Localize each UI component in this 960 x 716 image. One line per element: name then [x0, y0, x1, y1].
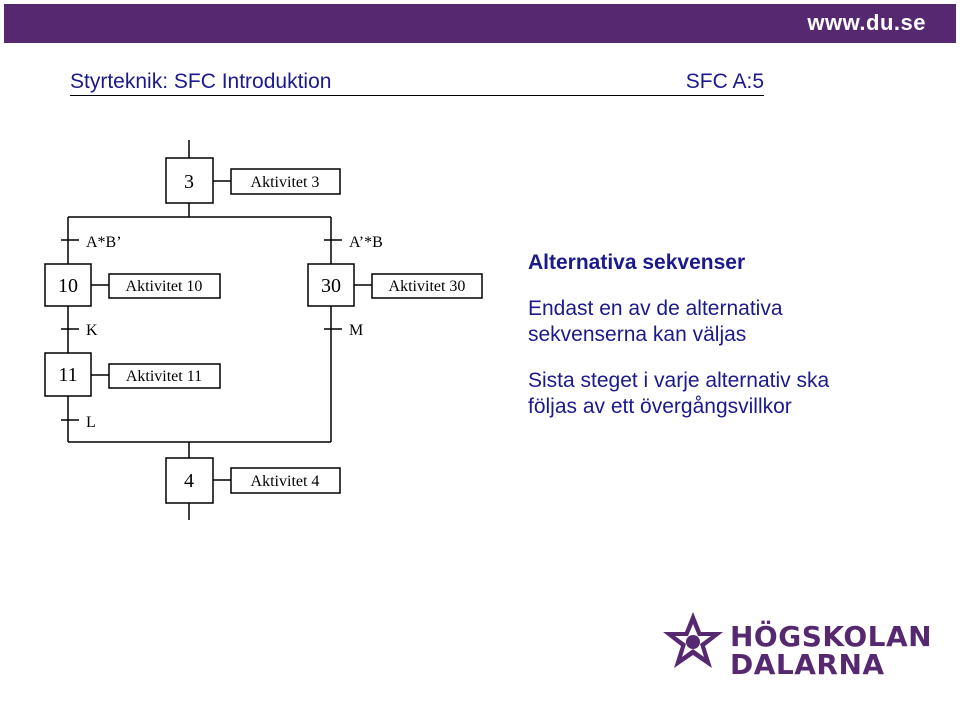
side-paragraph-2-line-1: Sista steget i varje alternativ ska	[528, 369, 830, 392]
side-paragraph-1-line-1: Endast en av de alternativa	[528, 297, 783, 320]
slide-title: Styrteknik: SFC Introduktion	[70, 70, 332, 93]
star-flower-icon	[660, 610, 726, 676]
side-paragraph-2	[528, 368, 928, 420]
step-30-action: Aktivitet 30	[388, 278, 466, 295]
website-url: www.du.se	[807, 10, 926, 35]
step-3-action: Aktivitet 3	[250, 174, 320, 191]
step-4-number: 4	[184, 470, 194, 492]
transition-k-label: K	[86, 322, 98, 339]
transition-ab-label: A*B’	[86, 234, 122, 251]
step-10-action: Aktivitet 10	[125, 278, 203, 295]
side-heading: Alternativa sekvenser	[528, 251, 746, 274]
transition-l-label: L	[86, 414, 96, 431]
side-paragraph-2-line-2: följas av ett övergångsvillkor	[528, 395, 792, 418]
transition-m-label: M	[349, 322, 364, 339]
side-paragraph-1	[528, 296, 928, 348]
step-11-number: 11	[58, 364, 78, 386]
step-30-number: 30	[321, 275, 341, 297]
step-4-action: Aktivitet 4	[250, 473, 320, 490]
step-11-action: Aktivitet 11	[125, 368, 203, 385]
transition-a-b-label: A’*B	[349, 234, 383, 251]
side-paragraph-1-line-2: sekvenserna kan väljas	[528, 323, 747, 346]
logo-line-2: DALARNA	[730, 648, 885, 681]
logo-line-1: HÖGSKOLAN	[730, 620, 933, 653]
step-3-number: 3	[184, 171, 194, 193]
slide-code: SFC A:5	[685, 70, 764, 93]
step-10-number: 10	[58, 275, 78, 297]
